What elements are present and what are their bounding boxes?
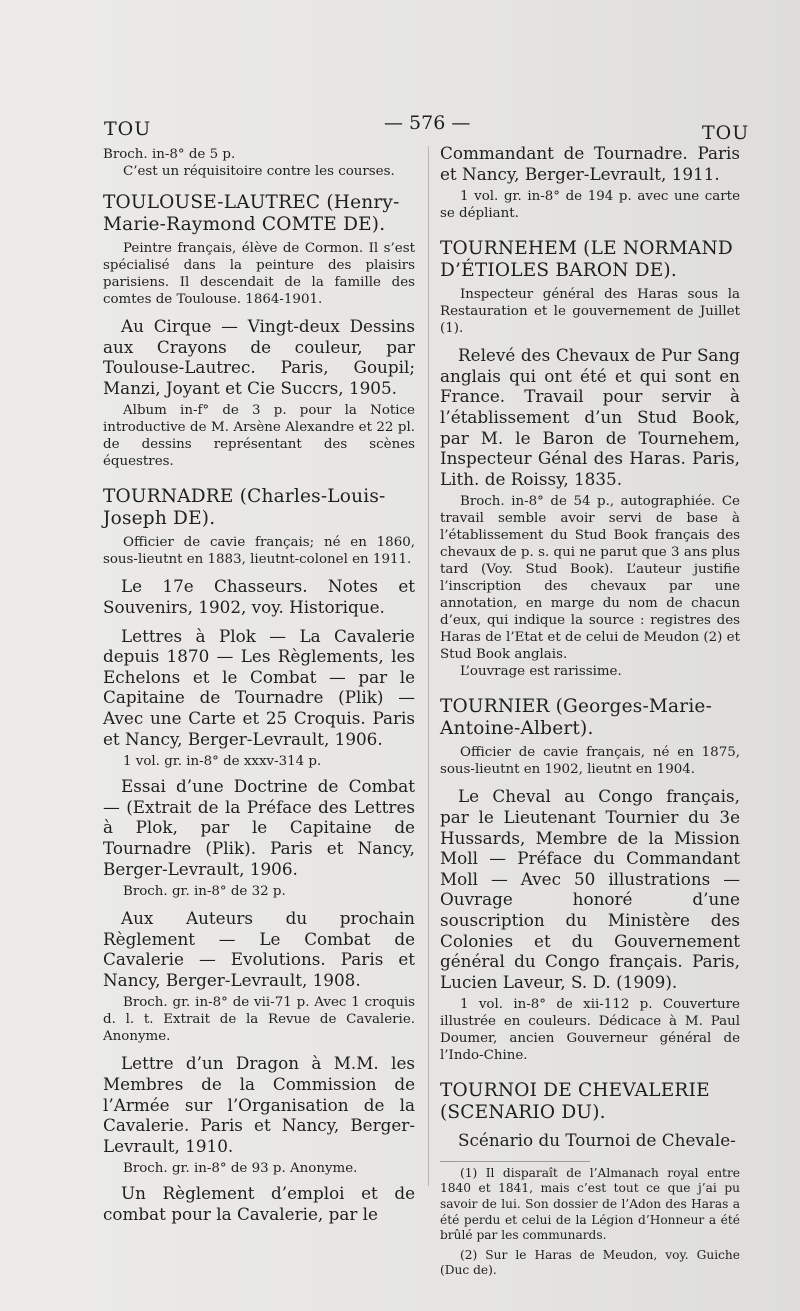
book-description: Broch. in-8° de 54 p., autographiée. Ce travail semble avoir servi de base à l’établissement du Stud Book français des chevaux de p. s. qui ne parut que 3 ans plus tard (Voy. Stud Book). L’auteur justifie l’inscription des chevaux par une annotation, en marge du nom de chacun d’eux, qui indique la source : registres des Haras de l’Etat et de celui de Meudon (2) et Stud Book anglais. bbox=[440, 494, 740, 663]
right-column bbox=[440, 143, 740, 1279]
book-title: Lettre d’un Dragon à M.M. les Membres de la Commission de l’Armée sur l’Organisation de la Cavalerie. Paris et Nancy, Berger-Levrault, 1910. bbox=[103, 1053, 415, 1156]
author-heading: TOURNOI DE CHEVALERIE (SCENARIO DU). bbox=[440, 1080, 710, 1124]
author-bio: Officier de cavie français, né en 1875, sous-lieutnt en 1902, lieutnt en 1904. bbox=[440, 745, 740, 778]
entry-note: Broch. in-8° de 5 p. bbox=[103, 147, 236, 162]
book-title: Le Cheval au Congo français, par le Lieutenant Tournier du 3e Hussards, Membre de la Mission Moll — Préface du Commandant Moll — Avec 50 illustrations — Ouvrage honoré d’une souscription du Ministère des Colonies et du Gouvernement général du Congo français. Paris, Lucien Laveur, S. D. (1909). bbox=[440, 786, 740, 992]
author-heading: TOURNADRE (Charles-Louis-Joseph DE). bbox=[103, 486, 386, 530]
footnote: (2) Sur le Haras de Meudon, voy. Guiche (Duc de). bbox=[440, 1247, 740, 1278]
running-head bbox=[0, 112, 800, 146]
author-heading: TOURNIER (Georges-Marie-Antoine-Albert). bbox=[440, 696, 713, 740]
author-heading: TOURNEHEM (LE NORMAND D’ÉTIOLES BARON DE). bbox=[440, 238, 733, 282]
book-title: Essai d’une Doctrine de Combat — (Extrait de la Préface des Lettres à Plok, par le Capitaine de Tournadre (Plik). Paris et Nancy, Berger-Levrault, 1906. bbox=[103, 776, 415, 879]
book-description: Broch. gr. in-8° de 32 p. bbox=[123, 884, 286, 900]
running-head-left: TOU bbox=[104, 118, 152, 140]
book-title: Lettres à Plok — La Cavalerie depuis 1870 — Les Règlements, les Echelons et le Combat — par le Capitaine de Tournadre (Plik) — Avec une Carte et 25 Croquis. Paris et Nancy, Berger-Levrault, 1906. bbox=[103, 625, 415, 749]
footnote: (1) Il disparaît de l’Almanach royal entre 1840 et 1841, mais c’est tout ce que j’ai pu savoir de lui. Son dossier de l’Adon des Haras a été perdu et celui de la Légion d’Honneur a été brûlé par les communards. bbox=[440, 1165, 740, 1243]
book-description: 1 vol. gr. in-8° de xxxv-314 p. bbox=[123, 754, 322, 770]
book-description: L’ouvrage est rarissime. bbox=[460, 664, 622, 680]
book-description: Album in-f° de 3 p. pour la Notice introductive de M. Arsène Alexandre et 22 pl. de dessins représentant des scènes équestres. bbox=[103, 403, 415, 470]
author-heading: TOULOUSE-LAUTREC (Henry-Marie-Raymond COMTE DE). bbox=[103, 192, 400, 235]
author-bio: Officier de cavie français; né en 1860, sous-lieutnt en 1883, lieutnt-colonel en 1911. bbox=[103, 535, 415, 568]
book-title: Aux Auteurs du prochain Règlement — Le Combat de Cavalerie — Evolutions. Paris et Nancy, Berger-Levrault, 1908. bbox=[103, 908, 415, 990]
page-number: — 576 — bbox=[384, 112, 471, 134]
book-description: Broch. gr. in-8° de 93 p. Anonyme. bbox=[123, 1161, 358, 1177]
footnote-rule bbox=[440, 1161, 590, 1162]
entry-note: C’est un réquisitoire contre les courses. bbox=[123, 164, 395, 179]
book-title: Un Règlement d’emploi et de combat pour la Cavalerie, par le bbox=[103, 1183, 415, 1225]
running-head-right: TOU bbox=[702, 122, 750, 144]
author-bio: Peintre français, élève de Cormon. Il s’est spécialisé dans la peinture des plaisirs parisiens. Il descendait de la famille des comtes de Toulouse. 1864-1901. bbox=[103, 241, 415, 307]
book-title: Le 17e Chasseurs. Notes et Souvenirs, 1902, voy. Historique. bbox=[103, 576, 415, 617]
book-title: Relevé des Chevaux de Pur Sang anglais qui ont été et qui sont en France. Travail pour servir à l’établissement d’un Stud Book, par M. le Baron de Tournehem, Inspecteur Génal des Haras. Paris, Lith. de Roissy, 1835. bbox=[440, 345, 740, 489]
column-divider bbox=[428, 146, 429, 1186]
book-title: Au Cirque — Vingt-deux Dessins aux Crayons de couleur, par Toulouse-Lautrec. Paris, Goupil; Manzi, Joyant et Cie Succrs, 1905. bbox=[103, 316, 415, 398]
book-description: 1 vol. gr. in-8° de 194 p. avec une carte se dépliant. bbox=[440, 189, 740, 222]
author-bio: Inspecteur général des Haras sous la Restauration et le gouvernement de Juillet (1). bbox=[440, 287, 740, 337]
book-description: 1 vol. in-8° de xii-112 p. Couverture illustrée en couleurs. Dédicace à M. Paul Doumer, ancien Gouverneur général de l’Indo-Chine. bbox=[440, 997, 740, 1064]
book-description: Broch. gr. in-8° de vii-71 p. Avec 1 croquis d. l. t. Extrait de la Revue de Cavalerie. Anonyme. bbox=[103, 995, 415, 1045]
book-title: Scénario du Tournoi de Chevale- bbox=[458, 1130, 736, 1151]
book-title: Commandant de Tournadre. Paris et Nancy, Berger-Levrault, 1911. bbox=[440, 143, 740, 184]
left-column bbox=[103, 146, 415, 1225]
